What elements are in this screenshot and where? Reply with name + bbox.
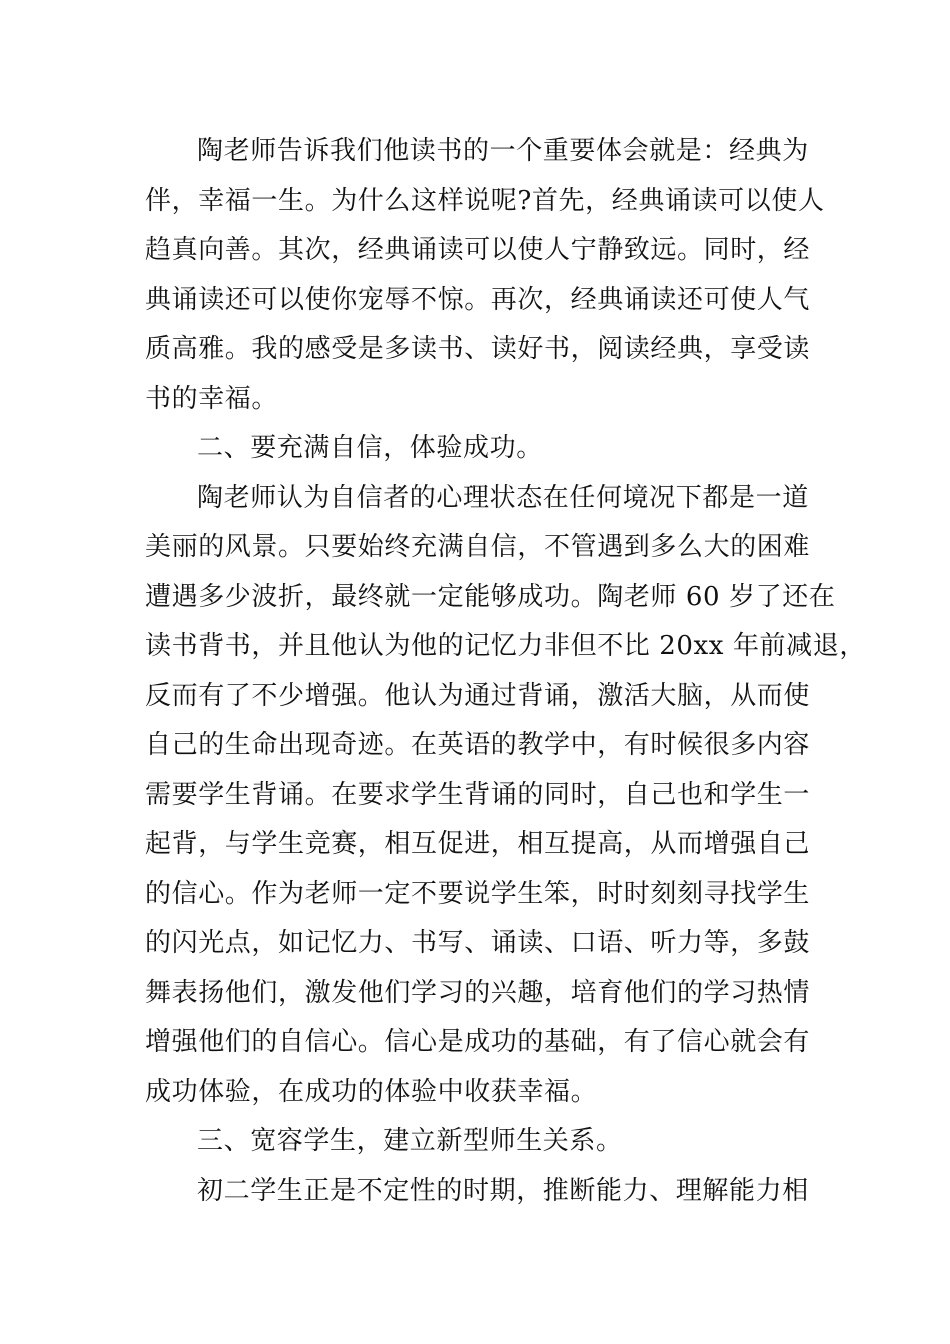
text-line: 陶老师告诉我们他读书的一个重要体会就是：经典为 — [197, 136, 809, 166]
text-line: 读书背书，并且他认为他的记忆力非但不比 20xx 年前减退， — [145, 631, 866, 661]
text-line: 质高雅。我的感受是多读书、读好书，阅读经典，享受读 — [145, 334, 811, 364]
text-line: 遭遇多少波折，最终就一定能够成功。陶老师 60 岁了还在 — [145, 581, 836, 612]
text-line: 需要学生背诵。在要求学生背诵的同时，自己也和学生一 — [145, 779, 811, 810]
heading-line: 二、要充满自信，体验成功。 — [197, 433, 543, 463]
text-line: 起背，与学生竞赛，相互促进，相互提高，从而增强自己 — [145, 829, 811, 859]
text-line: 成功体验，在成功的体验中收获幸福。 — [145, 1076, 598, 1107]
paragraph-confidence — [145, 474, 866, 1118]
text-line: 陶老师认为自信者的心理状态在任何境况下都是一道 — [197, 482, 809, 513]
text-line: 书的幸福。 — [145, 383, 279, 414]
text-line: 自己的生命出现奇迹。在英语的教学中，有时候很多内容 — [145, 730, 811, 760]
paragraph-tolerance — [145, 1167, 817, 1217]
section-heading-two — [145, 424, 817, 474]
text-line: 增强他们的自信心。信心是成功的基础，有了信心就会有 — [145, 1027, 811, 1057]
document-body — [145, 127, 866, 1216]
text-line: 典诵读还可以使你宠辱不惊。再次，经典诵读还可使人气 — [145, 284, 811, 315]
text-line: 美丽的风景。只要始终充满自信，不管遇到多么大的困难 — [145, 532, 811, 562]
text-line: 的信心。作为老师一定不要说学生笨，时时刻刻寻找学生 — [145, 878, 811, 909]
text-line: 的闪光点，如记忆力、书写、诵读、口语、听力等，多鼓 — [145, 928, 811, 958]
text-line: 趋真向善。其次，经典诵读可以使人宁静致远。同时，经 — [145, 235, 811, 265]
paragraph-classic-reading — [145, 127, 825, 424]
heading-line: 三、宽容学生，建立新型师生关系。 — [197, 1126, 623, 1156]
text-line: 伴，幸福一生。为什么这样说呢?首先，经典诵读可以使人 — [145, 185, 825, 216]
text-line: 反而有了不少增强。他认为通过背诵，激活大脑，从而使 — [145, 680, 811, 711]
text-line: 舞表扬他们，激发他们学习的兴趣，培育他们的学习热情 — [145, 977, 811, 1008]
text-line: 初二学生正是不定性的时期，推断能力、理解能力相 — [197, 1175, 809, 1206]
section-heading-three — [145, 1117, 817, 1167]
